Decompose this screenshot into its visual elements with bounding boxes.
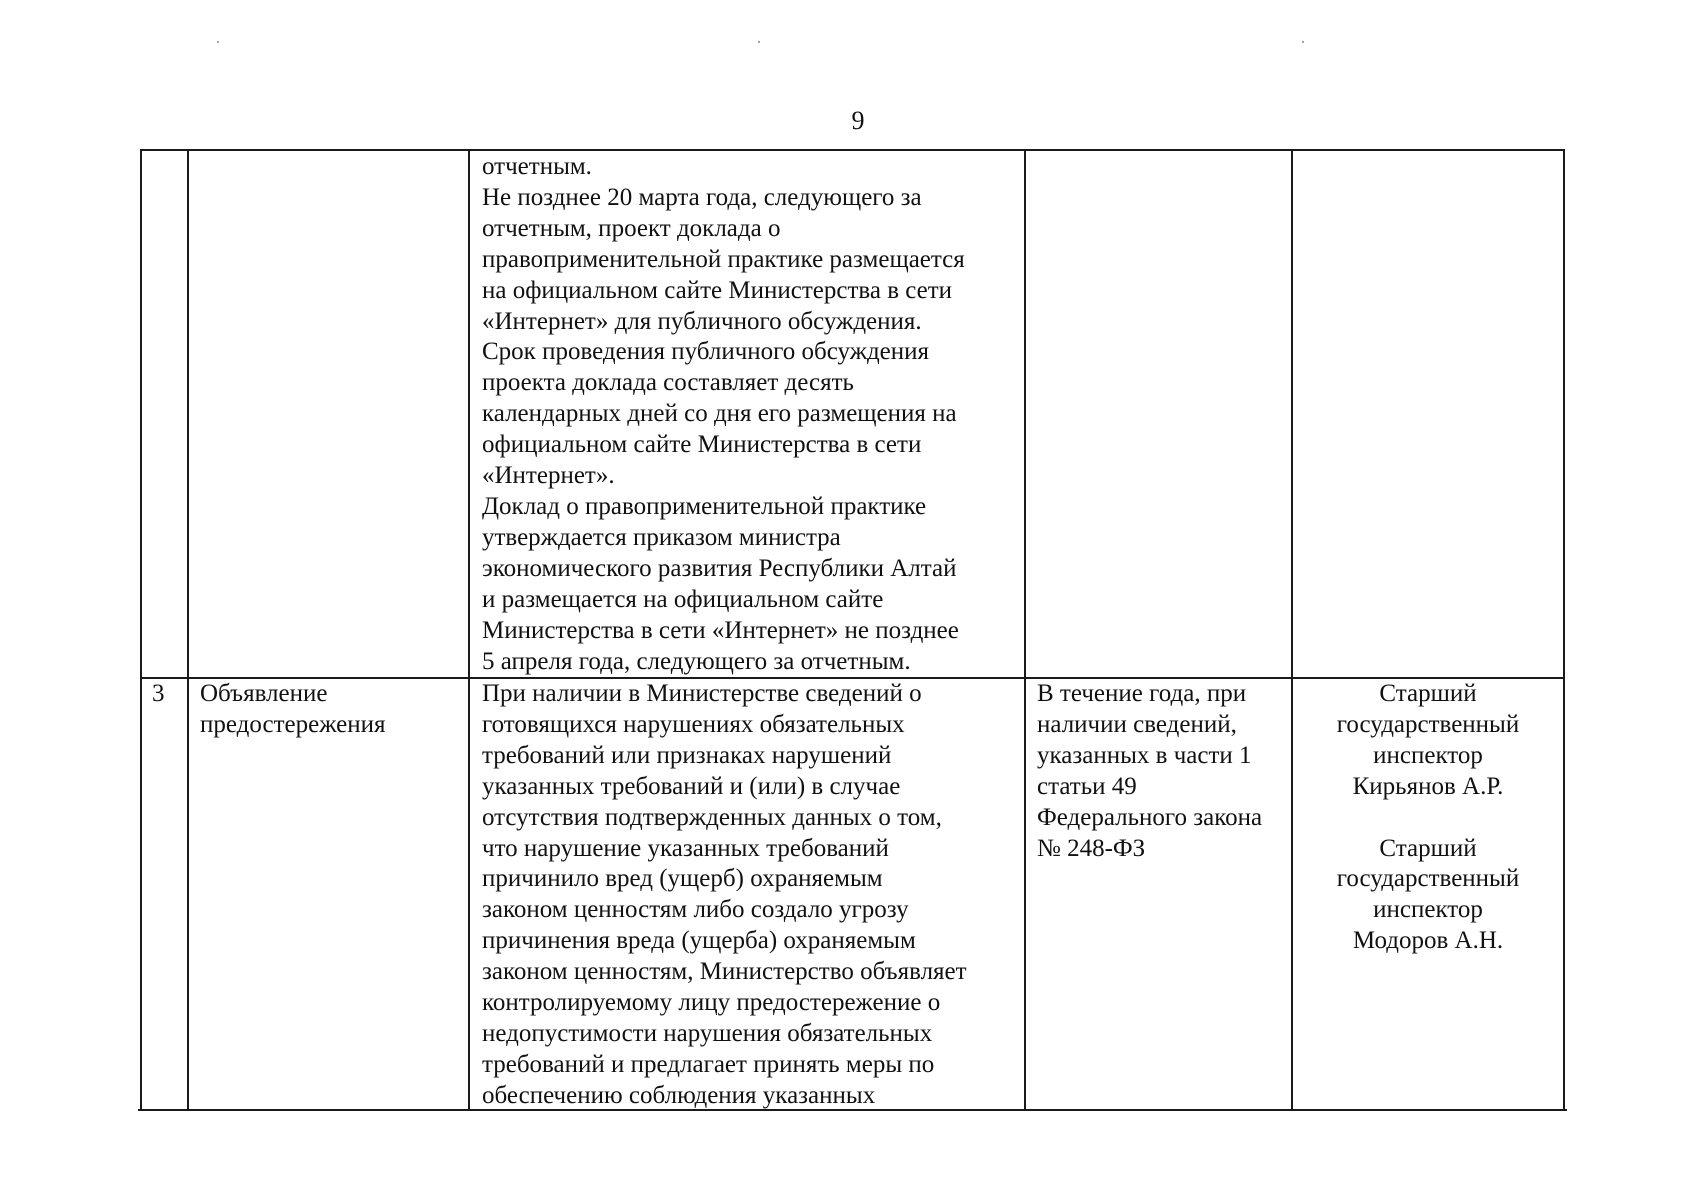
- text-line: Старший: [1379, 680, 1477, 707]
- text-line: Доклад о правоприменительной практике: [482, 492, 927, 520]
- column-divider: [468, 149, 470, 1111]
- text-line: наличии сведений,: [1037, 710, 1237, 738]
- scan-speck: [758, 41, 760, 43]
- text-line: Объявление: [200, 680, 328, 707]
- text-line: В течение года, при: [1037, 680, 1247, 707]
- text-line: проекта доклада составляет десять: [482, 369, 854, 397]
- text-line: «Интернет» для публичного обсуждения.: [482, 307, 922, 335]
- row-1-description: [482, 152, 965, 677]
- text-line: недопустимости нарушения обязательных: [482, 1019, 933, 1047]
- column-divider: [1291, 149, 1293, 1111]
- text-line: [1293, 803, 1563, 834]
- text-line: требований или признаках нарушений: [482, 741, 892, 769]
- text-line: законом ценностям, Министерство объявляет: [482, 958, 967, 986]
- text-line: причинения вреда (ущерба) охраняемым: [482, 927, 916, 955]
- row-2-name: [200, 679, 386, 741]
- text-line: При наличии в Министерстве сведений о: [482, 680, 922, 707]
- text-line: готовящихся нарушениях обязательных: [482, 710, 905, 738]
- row-number: 3: [152, 680, 165, 707]
- text-line: государственный: [1336, 710, 1520, 738]
- text-line: инспектор: [1373, 896, 1483, 924]
- text-line: Кирьянов А.Р.: [1352, 772, 1504, 800]
- text-line: правоприменительной практике размещается: [482, 245, 965, 273]
- row-2-responsible: [1293, 679, 1563, 957]
- text-line: официальном сайте Министерства в сети: [482, 431, 922, 459]
- text-line: «Интернет».: [482, 462, 615, 490]
- text-line: Модоров А.Н.: [1352, 927, 1504, 955]
- row-2-description: [482, 679, 967, 1112]
- column-divider: [187, 149, 189, 1111]
- text-line: Не позднее 20 марта года, следующего за: [482, 183, 922, 211]
- text-line: указанных в части 1: [1037, 741, 1252, 769]
- text-line: Министерства в сети «Интернет» не позднее: [482, 616, 959, 644]
- text-line: на официальном сайте Министерства в сети: [482, 276, 953, 304]
- text-line: требований и предлагает принять меры по: [482, 1050, 935, 1078]
- text-line: 5 апреля года, следующего за отчетным.: [482, 647, 911, 675]
- text-line: контролируемому лицу предостережение о: [482, 989, 941, 1017]
- table-right-border: [1563, 149, 1565, 1111]
- table-top-border: [140, 149, 1565, 151]
- scan-speck: [1302, 41, 1304, 43]
- table-left-border: [140, 149, 142, 1111]
- text-line: календарных дней со дня его размещения на: [482, 400, 957, 428]
- row-2-term: [1037, 679, 1262, 864]
- text-line: Федерального закона: [1037, 803, 1263, 831]
- text-line: статьи 49: [1037, 772, 1137, 800]
- plan-table: [140, 149, 1565, 1113]
- text-line: указанных требований и (или) в случае: [482, 772, 901, 800]
- text-line: законом ценностям либо создало угрозу: [482, 896, 909, 924]
- text-line: причинило вред (ущерб) охраняемым: [482, 865, 883, 893]
- column-divider: [1024, 149, 1026, 1111]
- text-line: государственный: [1336, 865, 1520, 893]
- page-number: 9: [851, 106, 865, 135]
- text-line: утверждается приказом министра: [482, 523, 841, 551]
- text-line: отчетным, проект доклада о: [482, 214, 781, 242]
- text-line: Старший: [1379, 834, 1477, 862]
- text-line: экономического развития Республики Алтай: [482, 554, 957, 582]
- text-line: отсутствия подтвержденных данных о том,: [482, 803, 942, 831]
- scan-speck: [217, 41, 219, 43]
- text-line: и размещается на официальном сайте: [482, 585, 884, 613]
- text-line: Срок проведения публичного обсуждения: [482, 338, 930, 366]
- text-line: что нарушение указанных требований: [482, 834, 889, 862]
- text-line: предостережения: [200, 710, 386, 738]
- text-line: отчетным.: [482, 153, 592, 180]
- text-line: обеспечению соблюдения указанных: [482, 1081, 876, 1109]
- text-line: № 248-ФЗ: [1037, 834, 1146, 862]
- text-line: инспектор: [1373, 741, 1483, 769]
